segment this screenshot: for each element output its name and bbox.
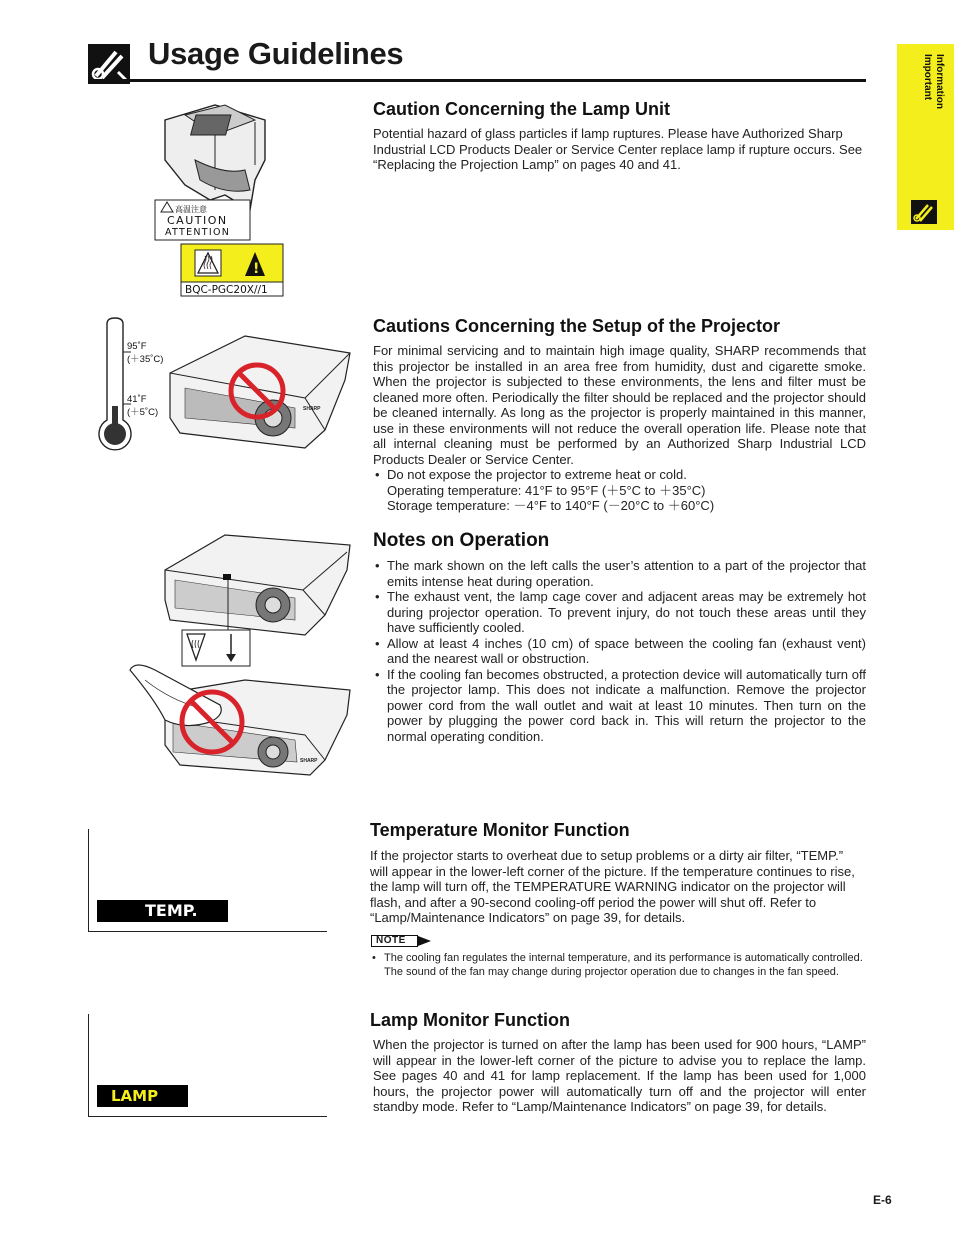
lamp-osd-label: LAMP <box>97 1085 188 1107</box>
operation-text <box>373 558 866 744</box>
operation-bullet-2: • The exhaust vent, the lamp cage cover and adjacent areas may be extremely hot during projector operation. To prevent injury, do not touch these areas until they have sufficiently cooled. <box>373 589 866 636</box>
lamp-monitor-paragraph: When the projector is turned on after the lamp has been used for 900 hours, “LAMP” will appear in the lower-left corner of the picture to advise you to replace the lamp. See pages 40 and 41 for lamp replacement. If the lamp has been used for 1,000 hours, the projector power will automatically turn off and the projector will enter standby mode. Refer to “Lamp/Maintenance Indicators” on page 39, for details. <box>373 1037 866 1114</box>
side-tab-word: Information <box>934 54 945 109</box>
temp-osd-screen <box>88 829 327 932</box>
side-tab-label <box>907 54 945 188</box>
operation-bullet-4: • If the cooling fan becomes obstructed, a protection device will automatically turn off the projector lamp. This does not indicate a malfunction. Remove the projector power cord from the wall outlet and wait at least 10 minutes. Then turn on the power by plugging the power cord back in. This will return the projector to the normal operating condition. <box>373 667 866 745</box>
note-badge <box>371 934 433 948</box>
setup-heading: Cautions Concerning the Setup of the Projector <box>373 316 781 336</box>
operation-heading: Notes on Operation <box>373 530 550 551</box>
thermometer-high-c: (＋35˚C) <box>127 354 164 365</box>
note-item: • The cooling fan regulates the internal temperature, and its performance is automatically controlled. The sound of the fan may change during projector operation due to changes in the fan speed. <box>370 951 864 979</box>
side-tab <box>897 44 954 230</box>
note-list <box>370 951 864 979</box>
side-tab-icon <box>911 200 937 224</box>
side-tab-word: Important <box>922 54 933 101</box>
setup-bullet-text: Do not expose the projector to extreme heat or cold. <box>387 467 687 482</box>
lamp-unit-illustration <box>155 100 285 300</box>
lamp-monitor-heading: Lamp Monitor Function <box>370 1010 570 1030</box>
note-label: NOTE <box>376 935 406 946</box>
lamp-monitor-text <box>373 1037 866 1115</box>
operating-temperature: Operating temperature: 41°F to 95°F (＋5°C to ＋35°C) <box>387 482 706 498</box>
lamp-osd-screen <box>88 1014 327 1117</box>
thermometer-low-f: 41˚F <box>127 394 147 405</box>
setup-text <box>373 343 866 514</box>
temp-osd-label: TEMP. <box>97 900 228 922</box>
lamp-label-attention: ATTENTION <box>165 227 231 238</box>
page-title: Usage Guidelines <box>148 36 404 71</box>
operation-bullet-3: • Allow at least 4 inches (10 cm) of space between the cooling fan (exhaust vent) and the nearest wall or obstruction. <box>373 636 866 667</box>
thermometer-projector-illustration <box>95 318 355 458</box>
operation-bullet-1: • The mark shown on the left calls the user’s attention to a part of the projector that emits intense heat during operation. <box>373 558 866 589</box>
projector-brand: SHARP <box>300 758 318 764</box>
setup-paragraph: For minimal servicing and to maintain high image quality, SHARP recommends that this projector be installed in an area free from humidity, dust and cigarette smoke. When the projector is subjected to these environments, the lens and filter must be cleaned more often. Periodically the filter should be replaced and the projector should be cleaned internally. As long as the projector is properly maintained in this manner, use in these environments will not reduce the overall operation life. Please note that all internal cleaning must be performed by an Authorized Sharp Industrial LCD Products Dealer or Service Center. <box>373 343 866 467</box>
svg-text:!: ! <box>253 261 260 277</box>
projector-brand: SHARP <box>303 406 321 412</box>
lamp-label-code: BQC-PGC20X//1 <box>185 284 268 296</box>
page-number: E-6 <box>873 1193 892 1207</box>
thermometer-low-c: (＋5˚C) <box>127 407 159 418</box>
svg-text:Important <box>922 54 933 101</box>
temperature-text <box>370 848 863 926</box>
title-rule <box>88 79 866 82</box>
storage-temperature: Storage temperature: －4°F to 140°F (－20°C to ＋60°C) <box>387 498 715 513</box>
temperature-paragraph: If the projector starts to overheat due to setup problems or a dirty air filter, “TEMP.” will appear in the lower-left corner of the picture. If the temperature continues to rise, the lamp will turn off, the TEMPERATURE WARNING indicator on the projector will flash, and after a 90-second cooling-off period the power will shut off. Refer to “Lamp/Maintenance Indicators” on page 39, for details. <box>370 848 855 925</box>
thermometer-high-f: 95˚F <box>127 341 147 352</box>
page-icon <box>88 44 130 84</box>
svg-text:Information <box>934 54 945 109</box>
temperature-heading: Temperature Monitor Function <box>370 820 630 840</box>
lamp-label-caution: CAUTION <box>167 214 228 227</box>
operation-illustration <box>125 530 355 780</box>
setup-bullet <box>373 467 866 514</box>
lamp-label-jp: 高温注意 <box>175 205 207 214</box>
lamp-unit-paragraph: Potential hazard of glass particles if lamp ruptures. Please have Authorized Sharp Industrial LCD Products Dealer or Service Center replace lamp if rupture occurs. See “Replacing the Projection Lamp” on pages 40 and 41. <box>373 126 863 172</box>
lamp-unit-text <box>373 126 866 173</box>
lamp-unit-heading: Caution Concerning the Lamp Unit <box>373 99 670 119</box>
